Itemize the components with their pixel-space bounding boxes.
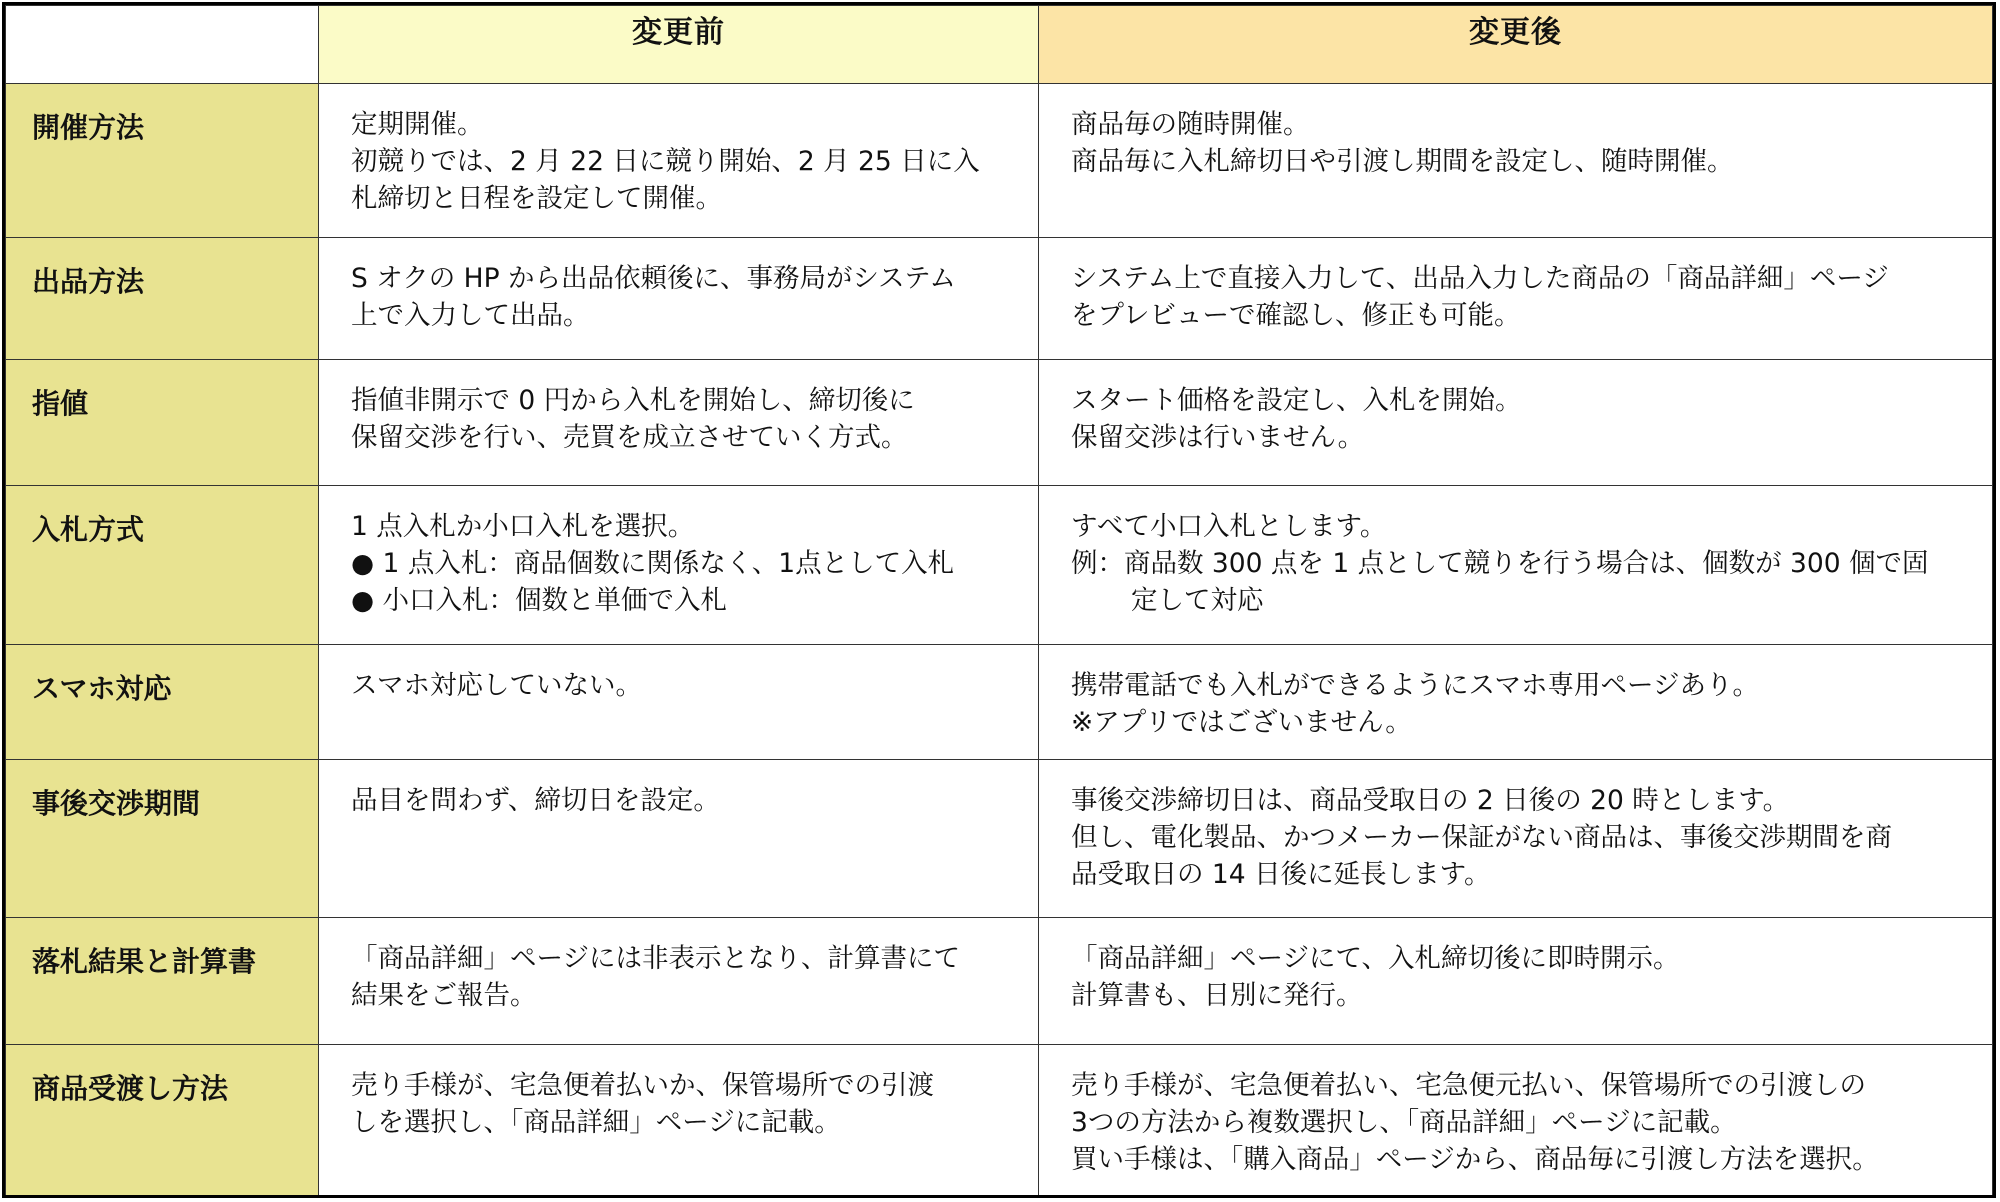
row-label: 出品方法 — [6, 238, 319, 360]
text-line: 計算書も、日別に発行。 — [1071, 980, 1363, 1011]
bullet-line: ● 小口入札：個数と単価で入札 — [351, 585, 728, 616]
text-line: システム上で直接入力して、出品入力した商品の「商品詳細」ページ — [1071, 263, 1889, 294]
cell-before — [319, 760, 1039, 918]
header-row — [6, 6, 1993, 84]
row-label: スマホ対応 — [6, 645, 319, 760]
text-line: 「商品詳細」ページには非表示となり、計算書にて — [351, 943, 960, 974]
text-line: 品受取日の 14 日後に延長します。 — [1071, 859, 1491, 890]
text-line: 品目を問わず、締切日を設定。 — [351, 785, 720, 816]
row-shouhin-ukewatashi — [6, 1045, 1993, 1199]
cell-before — [319, 918, 1039, 1045]
row-label: 入札方式 — [6, 486, 319, 645]
corner-cell — [6, 6, 319, 84]
text-line: 買い手様は、「購入商品」ページから、商品毎に引渡し方法を選択。 — [1071, 1144, 1879, 1175]
cell-before — [319, 1045, 1039, 1199]
text-line: 保留交渉は行いません。 — [1071, 422, 1365, 453]
text-line: 売り手様が、宅急便着払い、宅急便元払い、保管場所での引渡しの — [1071, 1070, 1866, 1101]
text-line: S オクの HP から出品依頼後に、事務局がシステム — [351, 263, 956, 294]
text-line: 保留交渉を行い、売買を成立させていく方式。 — [351, 422, 908, 453]
cell-before — [319, 486, 1039, 645]
text-line: 携帯電話でも入札ができるようにスマホ専用ページあり。 — [1071, 670, 1759, 701]
text-line: 結果をご報告。 — [351, 980, 537, 1011]
bullet-line: ● 1 点入札：商品個数に関係なく、1点として入札 — [351, 548, 955, 579]
cell-after — [1039, 645, 1993, 760]
note-line: ※アプリではございません。 — [1071, 707, 1412, 738]
text-line: 定期開催。 — [351, 109, 484, 140]
row-jigo-koushou-kikan — [6, 760, 1993, 918]
cell-after — [1039, 84, 1993, 238]
comparison-table-frame — [2, 2, 1996, 1198]
text-line: 指値非開示で 0 円から入札を開始し、締切後に — [351, 385, 915, 416]
text-line: 商品毎に入札締切日や引渡し期間を設定し、随時開催。 — [1071, 146, 1734, 177]
row-rakusatsu-kekka — [6, 918, 1993, 1045]
text-line: 商品毎の随時開催。 — [1071, 109, 1310, 140]
row-kaisai-houhou — [6, 84, 1993, 238]
cell-after — [1039, 238, 1993, 360]
cell-before — [319, 84, 1039, 238]
cell-after — [1039, 760, 1993, 918]
text-line: スタート価格を設定し、入札を開始。 — [1071, 385, 1522, 416]
row-shuppin-houhou — [6, 238, 1993, 360]
header-after: 変更後 — [1039, 6, 1993, 84]
text-line: 初競りでは、2 月 22 日に競り開始、2 月 25 日に入 — [351, 146, 980, 177]
row-sashine — [6, 360, 1993, 486]
text-line: 上で入力して出品。 — [351, 300, 590, 331]
text-line: すべて小口入札とします。 — [1071, 511, 1387, 542]
cell-before — [319, 645, 1039, 760]
header-before: 変更前 — [319, 6, 1039, 84]
cell-after — [1039, 918, 1993, 1045]
row-label: 指値 — [6, 360, 319, 486]
cell-before — [319, 238, 1039, 360]
text-line: 売り手様が、宅急便着払いか、保管場所での引渡 — [351, 1070, 934, 1101]
text-line: 但し、電化製品、かつメーカー保証がない商品は、事後交渉期間を商 — [1071, 822, 1892, 853]
text-line: 1 点入札か小口入札を選択。 — [351, 511, 695, 542]
text-line: をプレビューで確認し、修正も可能。 — [1071, 300, 1521, 331]
example-line-continued: 定して対応 — [1131, 585, 1264, 616]
row-label: 商品受渡し方法 — [6, 1045, 319, 1199]
text-line: 3つの方法から複数選択し、「商品詳細」ページに記載。 — [1071, 1107, 1737, 1138]
row-sumaho-taiou — [6, 645, 1993, 760]
row-label: 落札結果と計算書 — [6, 918, 319, 1045]
cell-after — [1039, 1045, 1993, 1199]
comparison-table — [5, 5, 1993, 1198]
example-line: 例：商品数 300 点を 1 点として競りを行う場合は、個数が 300 個で固 — [1071, 548, 1929, 579]
text-line: 事後交渉締切日は、商品受取日の 2 日後の 20 時とします。 — [1071, 785, 1790, 816]
row-nyusatsu-houshiki — [6, 486, 1993, 645]
cell-after — [1039, 486, 1993, 645]
text-line: 「商品詳細」ページにて、入札締切後に即時開示。 — [1071, 943, 1680, 974]
text-line: 札締切と日程を設定して開催。 — [351, 183, 722, 214]
row-label: 事後交渉期間 — [6, 760, 319, 918]
text-line: しを選択し、「商品詳細」ページに記載。 — [351, 1107, 841, 1138]
cell-after — [1039, 360, 1993, 486]
cell-before — [319, 360, 1039, 486]
text-line: スマホ対応していない。 — [351, 670, 642, 701]
row-label: 開催方法 — [6, 84, 319, 238]
